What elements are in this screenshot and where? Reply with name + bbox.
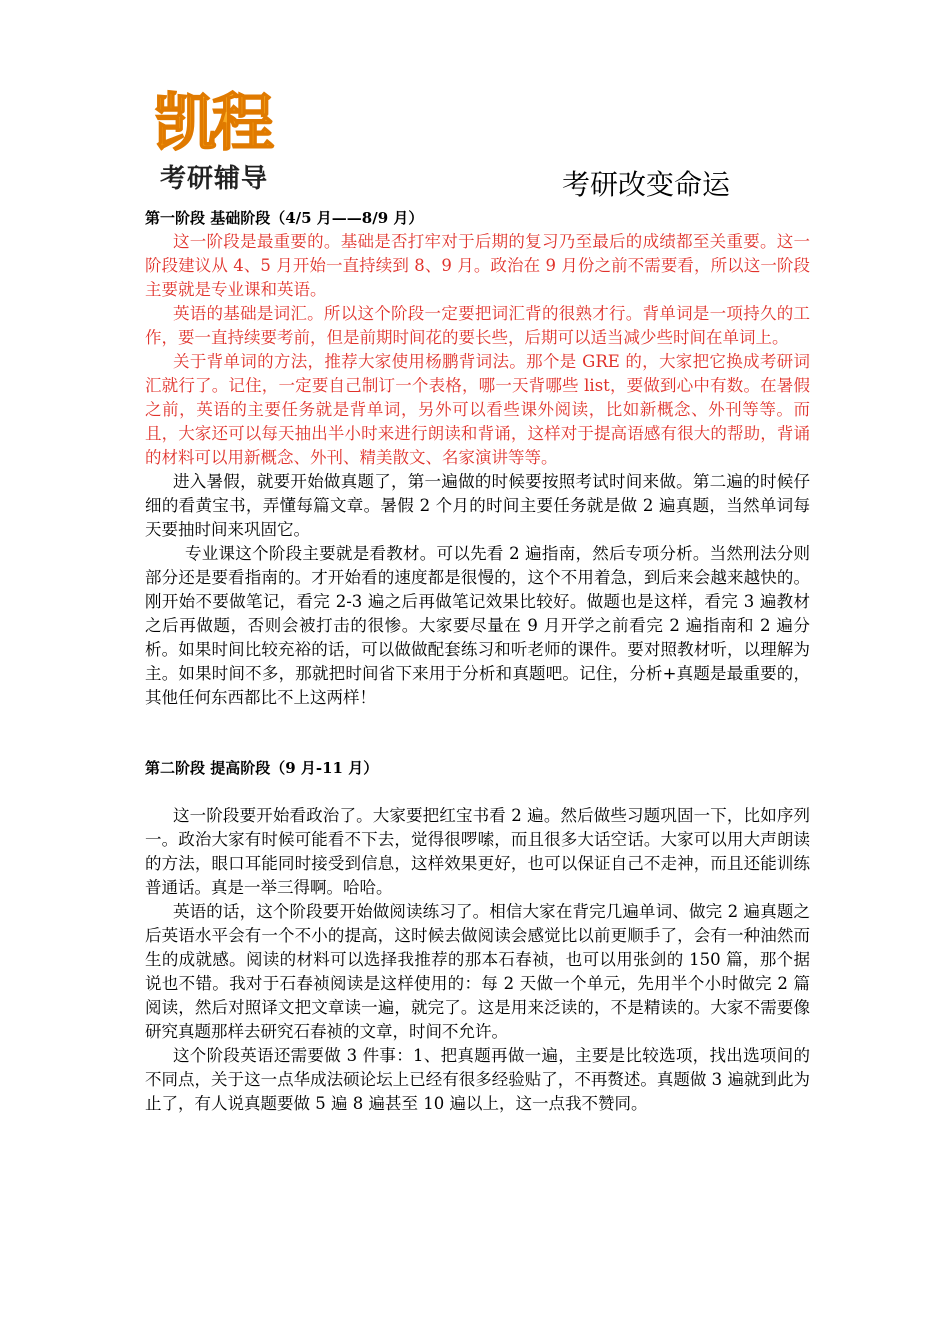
logo-subtitle: 考研辅导 bbox=[160, 164, 269, 194]
paragraph: 英语的基础是词汇。所以这个阶段一定要把词汇背的很熟才行。背单词是一项持久的工作，要一直持续要考前，但是前期时间花的要长些，后期可以适当减少些时间在单词上。 bbox=[145, 304, 810, 347]
spacer bbox=[145, 780, 810, 804]
logo-mark-icon bbox=[150, 80, 310, 160]
paragraph: 这一阶段要开始看政治了。大家要把红宝书看 2 遍。然后做些习题巩固一下，比如序列一。政治大家有时候可能看不下去，觉得很啰嗦，而且很多大话空话。大家可以用大声朗读的方法，眼口耳能同时接受到信息，这样效果更好，也可以保证自己不走神，而且还能训练普通话。真是一举三得啊。哈哈。 bbox=[145, 806, 810, 897]
spacer bbox=[145, 710, 810, 756]
paragraph: 专业课这个阶段主要就是看教材。可以先看 2 遍指南，然后专项分析。当然刑法分则部分还是要看指南的。才开始看的速度都是很慢的，这个不用着急，到后来会越来越快的。刚开始不要做笔记，看完 2-3 遍之后再做笔记效果比较好。做题也是这样，看完 3 遍教材之后再做题，否则会被打击的很惨。大家要尽量在 9 月开学之前看完 2 遍指南和 2 遍分析。如果时间比较充裕的话，可以做做配套练习和听老师的课件。要对照教材听，以理解为主。如果时间不多，那就把时间省下来用于分析和真题吧。记住，分析+真题是最重要的，其他任何东西都比不上这两样！ bbox=[145, 544, 810, 707]
section1-heading: 第一阶段 基础阶段（4/5 月——8/9 月） bbox=[145, 209, 424, 227]
paragraph: 进入暑假，就要开始做真题了，第一遍做的时候要按照考试时间来做。第二遍的时候仔细的看黄宝书，弄懂每篇文章。暑假 2 个月的时间主要任务就是做 2 遍真题，当然单词每天要抽时间来巩固它。 bbox=[145, 472, 810, 539]
article-body bbox=[145, 206, 810, 1116]
logo-text: 凯程 bbox=[154, 86, 271, 159]
paragraph: 这一阶段是最重要的。基础是否打牢对于后期的复习乃至最后的成绩都至关重要。这一阶段建议从 4、5 月开始一直持续到 8、9 月。政治在 9 月份之前不需要看，所以这一阶段主要就是专业课和英语。 bbox=[145, 232, 810, 299]
section2-heading: 第二阶段 提高阶段（9 月-11 月） bbox=[145, 759, 379, 777]
slogan: 考研改变命运 bbox=[562, 168, 731, 201]
paragraph: 这个阶段英语还需要做 3 件事：1、把真题再做一遍，主要是比较选项，找出选项间的不同点，关于这一点华成法硕论坛上已经有很多经验贴了，不再赘述。真题做 3 遍就到此为止了，有人说真题要做 5 遍 8 遍甚至 10 遍以上，这一点我不赞同。 bbox=[145, 1046, 810, 1113]
paragraph: 关于背单词的方法，推荐大家使用杨鹏背词法。那个是 GRE 的，大家把它换成考研词汇就行了。记住，一定要自己制订一个表格，哪一天背哪些 list，要做到心中有数。在暑假之前，英语的主要任务就是背单词，另外可以看些课外阅读，比如新概念、外刊等等。而且，大家还可以每天抽出半小时来进行朗读和背诵，这样对于提高语感有很大的帮助，背诵的材料可以用新概念、外刊、精美散文、名家演讲等等。 bbox=[145, 352, 810, 467]
paragraph: 英语的话，这个阶段要开始做阅读练习了。相信大家在背完几遍单词、做完 2 遍真题之后英语水平会有一个不小的提高，这时候去做阅读会感觉比以前更顺手了，会有一种油然而生的成就感。阅读的材料可以选择我推荐的那本石春祯，也可以用张剑的 150 篇，那个据说也不错。我对于石春祯阅读是这样使用的：每 2 天做一个单元，先用半个小时做完 2 篇阅读，然后对照译文把文章读一遍，就完了。这是用来泛读的，不是精读的。大家不需要像研究真题那样去研究石春祯的文章，时间不允许。 bbox=[145, 902, 810, 1041]
